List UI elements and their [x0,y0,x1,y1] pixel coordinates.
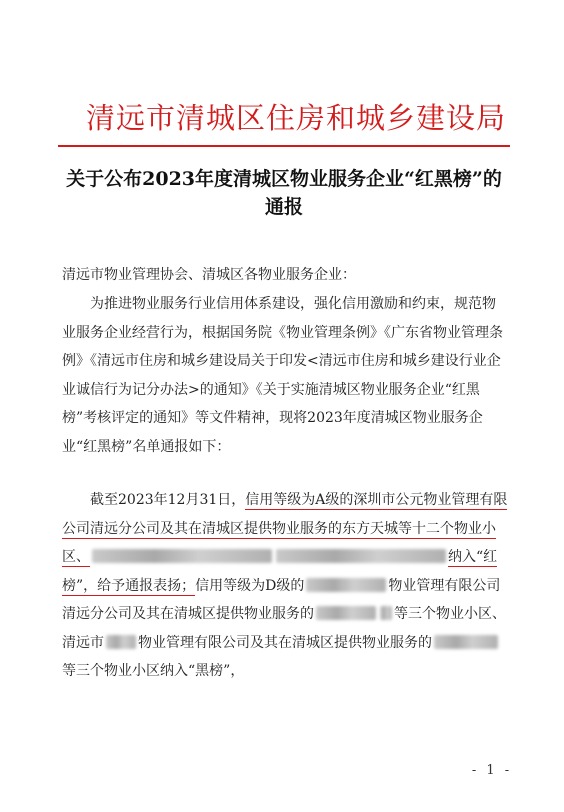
paragraph-basis: 为推进物业服务行业信用体系建设，强化信用激励和约束，规范物业服务企业经营行为，根据国务院《物业管理条例》《广东省物业管理条例》《清远市住房和城乡建设局关于印发<清远市住房和城乡建设行业企业诚信行为记分办法>的通知》《关于实施清城区物业服务企业“红黑榜”考核评定的通知》等文件精神，现将2023年度清城区物业服务企业“红黑榜”名单通报如下： [62,296,503,455]
redacted-text [92,549,272,563]
redacted-text [276,549,446,563]
date-intro: 截至2023年12月31日， [90,492,246,508]
redacted-text [106,635,136,649]
agency-letterhead: 清远市清城区住房和城乡建设局 [86,101,507,135]
redacted-text [434,635,498,649]
red-list-company: 信用等级为A级的深圳市公元物业管理有限公司清远分公司及其在清城区提供物业服务的东方天城等十二个物业小区、 [62,492,508,565]
black-list-count1: 等三个物业小区、清远市 [62,606,506,651]
paragraph-lists [62,486,508,686]
black-list-tail: 等三个物业小区纳入“黑榜”， [62,663,245,679]
page-number: - 1 - [471,763,513,778]
letterhead-red-rule [58,145,510,147]
document-title: 关于公布2023年度清城区物业服务企业“红黑榜”的通报 [66,168,502,218]
redacted-text [316,606,376,620]
black-list-company-suffix: 物业管理有限公司清远分公司及其在清城区提供物业服务的 [62,577,501,622]
redacted-text [380,606,392,620]
addressee-line: 清远市物业管理协会、清城区各物业服务企业： [62,267,356,283]
black-list-company2-suffix: 物业管理有限公司及其在清城区提供物业服务的 [138,634,432,651]
red-list-tail: 纳入“红榜”，给予通报表扬； [62,549,498,594]
redacted-text [306,578,386,592]
black-list-lead: 信用等级为D级的 [195,577,305,594]
